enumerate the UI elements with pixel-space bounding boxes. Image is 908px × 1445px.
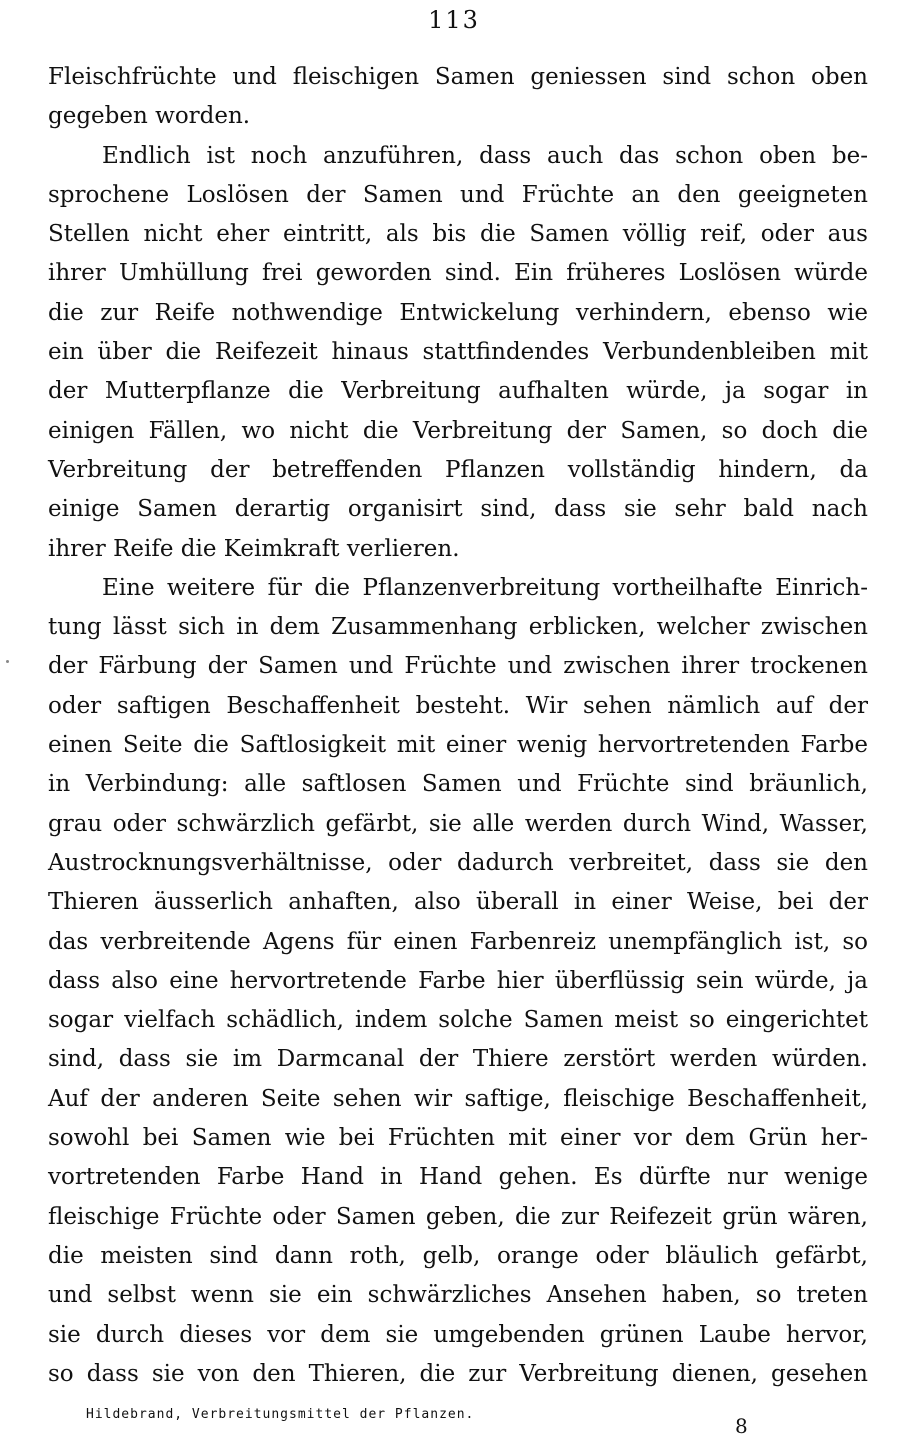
text-line: in Verbindung: alle saftlosen Samen und Früchte sind bräunlich,: [48, 771, 868, 798]
text-line: dass also eine hervortretende Farbe hier überflüssig sein würde, ja: [48, 967, 868, 994]
text-line: gegeben worden.: [48, 103, 251, 130]
footer-signature: Hildebrand, Verbreitungsmittel der Pflanzen.: [86, 1407, 475, 1422]
text-line: ihrer Umhüllung frei geworden sind. Ein früheres Loslösen würde: [48, 260, 868, 287]
text-line: Austrocknungsverhältnisse, oder dadurch verbreitet, dass sie den: [48, 849, 868, 876]
text-line: Auf der anderen Seite sehen wir saftige, fleischige Beschaffenheit,: [48, 1085, 868, 1112]
paragraph: [48, 58, 868, 137]
text-line: das verbreitende Agens für einen Farbenreiz unempfänglich ist, so: [48, 928, 868, 955]
text-line: sprochene Loslösen der Samen und Früchte an den geeigneten: [48, 181, 868, 208]
text-line: der Färbung der Samen und Früchte und zwischen ihrer trockenen: [48, 653, 868, 680]
text-line: ihrer Reife die Keimkraft verlieren.: [48, 535, 460, 562]
text-line: Endlich ist noch anzuführen, dass auch das schon oben be-: [102, 142, 868, 169]
text-line: der Mutterpflanze die Verbreitung aufhalten würde, ja sogar in: [48, 378, 868, 405]
text-line: Fleischfrüchte und fleischigen Samen geniessen sind schon oben: [48, 64, 868, 90]
text-line: einen Seite die Saftlosigkeit mit einer wenig hervortretenden Farbe: [48, 732, 868, 759]
text-line: tung lässt sich in dem Zusammenhang erblicken, welcher zwischen: [48, 614, 868, 641]
body-text: [48, 58, 868, 1394]
text-line: grau oder schwärzlich gefärbt, sie alle werden durch Wind, Wasser,: [48, 810, 868, 837]
text-line: sind, dass sie im Darmcanal der Thiere zerstört werden würden.: [48, 1046, 868, 1073]
text-line: ein über die Reifezeit hinaus stattfindendes Verbundenbleiben mit: [48, 339, 868, 366]
text-line: Thieren äusserlich anhaften, also überall in einer Weise, bei der: [48, 889, 868, 916]
paragraph: [48, 569, 868, 1394]
paragraph: [48, 137, 868, 569]
text-line: sie durch dieses vor dem sie umgebenden grünen Laube hervor,: [48, 1321, 868, 1348]
text-line: sowohl bei Samen wie bei Früchten mit einer vor dem Grün her-: [48, 1125, 868, 1152]
text-line: einigen Fällen, wo nicht die Verbreitung der Samen, so doch die: [48, 417, 868, 444]
text-line: die meisten sind dann roth, gelb, orange oder bläulich gefärbt,: [48, 1242, 868, 1269]
text-line: Stellen nicht eher eintritt, als bis die Samen völlig reif, oder aus: [48, 221, 868, 248]
text-line: Verbreitung der betreffenden Pflanzen vollständig hindern, da: [48, 456, 868, 483]
footer-signature-number: 8: [735, 1414, 748, 1438]
text-line: so dass sie von den Thieren, die zur Verbreitung dienen, gesehen: [48, 1360, 868, 1387]
page-number: 113: [428, 6, 480, 34]
text-line: sogar vielfach schädlich, indem solche Samen meist so eingerichtet: [48, 1007, 868, 1034]
text-line: Eine weitere für die Pflanzenverbreitung vortheilhafte Einrich-: [102, 574, 868, 601]
margin-mark: [6, 660, 9, 663]
text-line: und selbst wenn sie ein schwärzliches Ansehen haben, so treten: [48, 1282, 868, 1309]
text-line: die zur Reife nothwendige Entwickelung verhindern, ebenso wie: [48, 299, 868, 326]
text-line: vortretenden Farbe Hand in Hand gehen. Es dürfte nur wenige: [48, 1164, 868, 1191]
text-line: einige Samen derartig organisirt sind, dass sie sehr bald nach: [48, 496, 868, 523]
text-line: fleischige Früchte oder Samen geben, die zur Reifezeit grün wären,: [48, 1203, 868, 1230]
text-line: oder saftigen Beschaffenheit besteht. Wir sehen nämlich auf der: [48, 692, 868, 719]
